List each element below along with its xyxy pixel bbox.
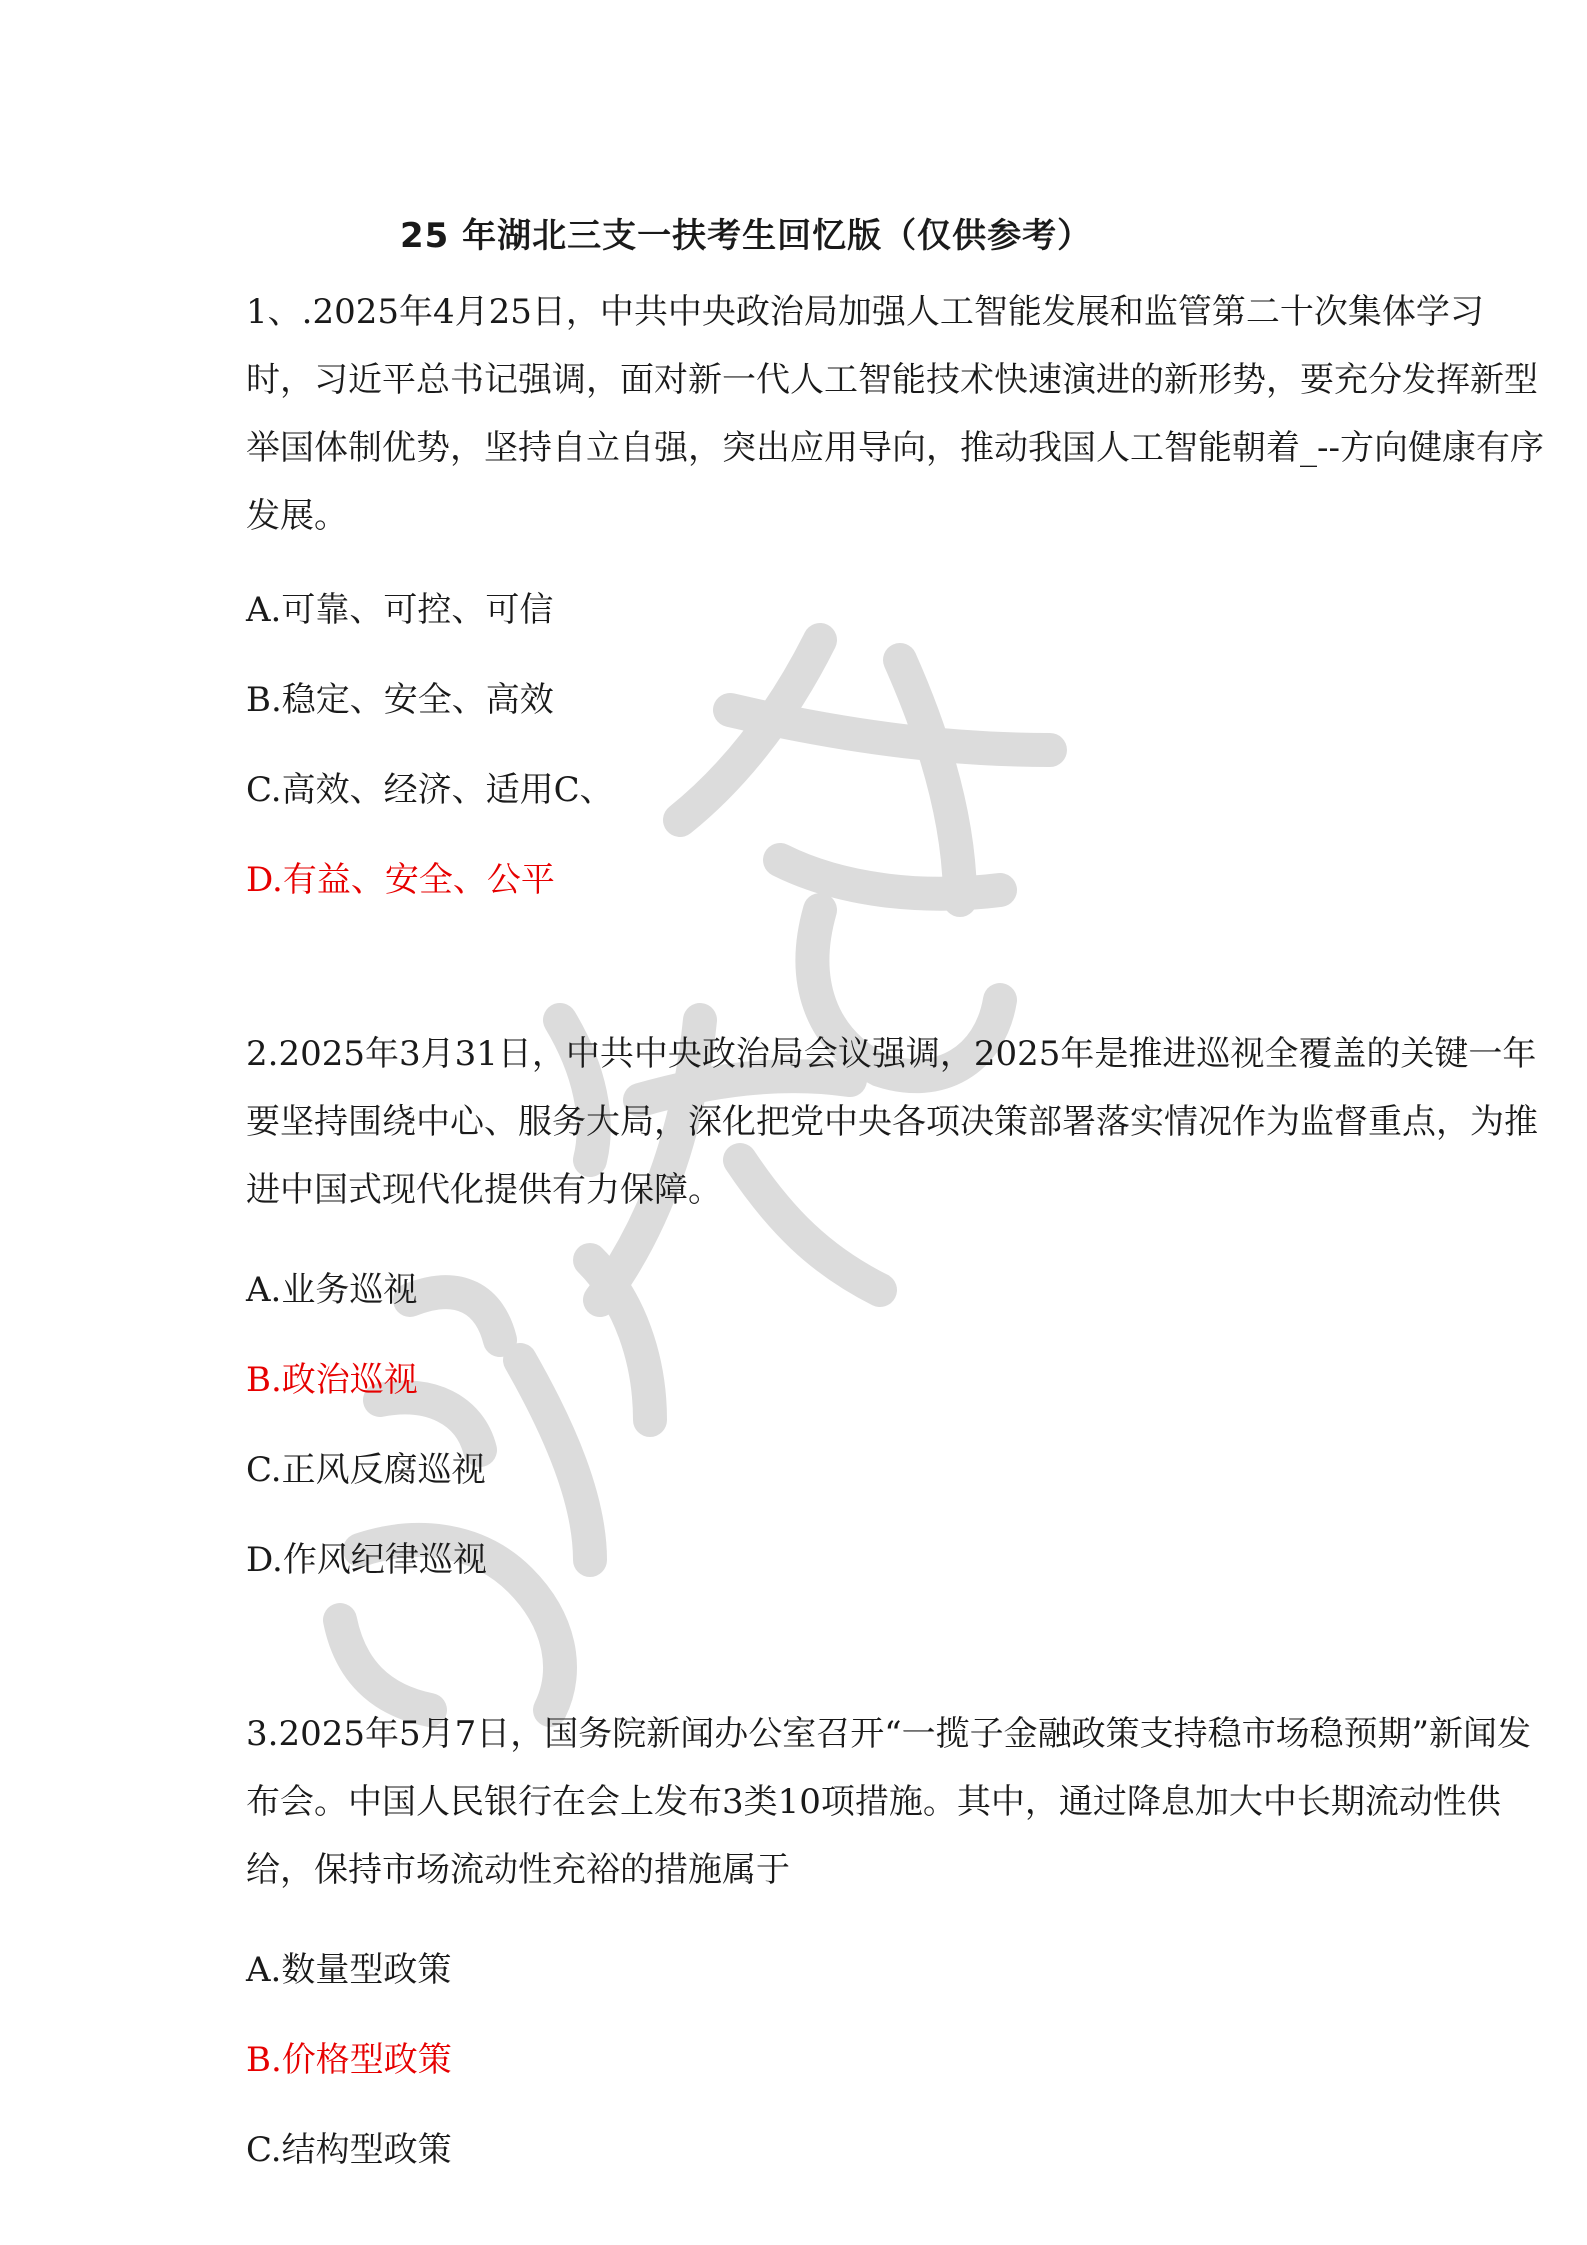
question-1-option-d-answer: D.有益、安全、公平 bbox=[246, 860, 555, 900]
question-3-option-c: C.结构型政策 bbox=[246, 2130, 452, 2170]
question-1-option-b: B.稳定、安全、高效 bbox=[246, 680, 554, 720]
question-3-stem: 3.2025年5月7日，国务院新闻办公室召开“一揽子金融政策支持稳市场稳预期”新闻发布会。中国人民银行在会上发布3类10项措施。其中，通过降息加大中长期流动性供给，保持市场流动性充裕的措施属于 bbox=[246, 1714, 1531, 1890]
question-2-option-b-answer: B.政治巡视 bbox=[246, 1360, 418, 1400]
question-2-option-a: A.业务巡视 bbox=[246, 1270, 418, 1310]
question-2-option-d: D.作风纪律巡视 bbox=[246, 1540, 487, 1580]
document-title: 25 年湖北三支一扶考生回忆版（仅供参考） bbox=[400, 216, 1093, 256]
question-2-stem: 2.2025年3月31日，中共中央政治局会议强调，2025年是推进巡视全覆盖的关键一年要坚持围绕中心、服务大局，深化把党中央各项决策部署落实情况作为监督重点，为推进中国式现代化提供有力保障。 bbox=[246, 1034, 1538, 1210]
question-3-option-b-answer: B.价格型政策 bbox=[246, 2040, 452, 2080]
question-3-option-a: A.数量型政策 bbox=[246, 1950, 452, 1990]
question-1-option-a: A.可靠、可控、可信 bbox=[246, 590, 554, 630]
question-2-option-c: C.正风反腐巡视 bbox=[246, 1450, 486, 1490]
question-1-stem: 1、.2025年4月25日，中共中央政治局加强人工智能发展和监管第二十次集体学习时，习近平总书记强调，面对新一代人工智能技术快速演进的新形势，要充分发挥新型举国体制优势，坚持自立自强，突出应用导向，推动我国人工智能朝着_--方向健康有序发展。 bbox=[246, 292, 1544, 536]
question-1-option-c: C.高效、经济、适用C、 bbox=[246, 770, 614, 810]
